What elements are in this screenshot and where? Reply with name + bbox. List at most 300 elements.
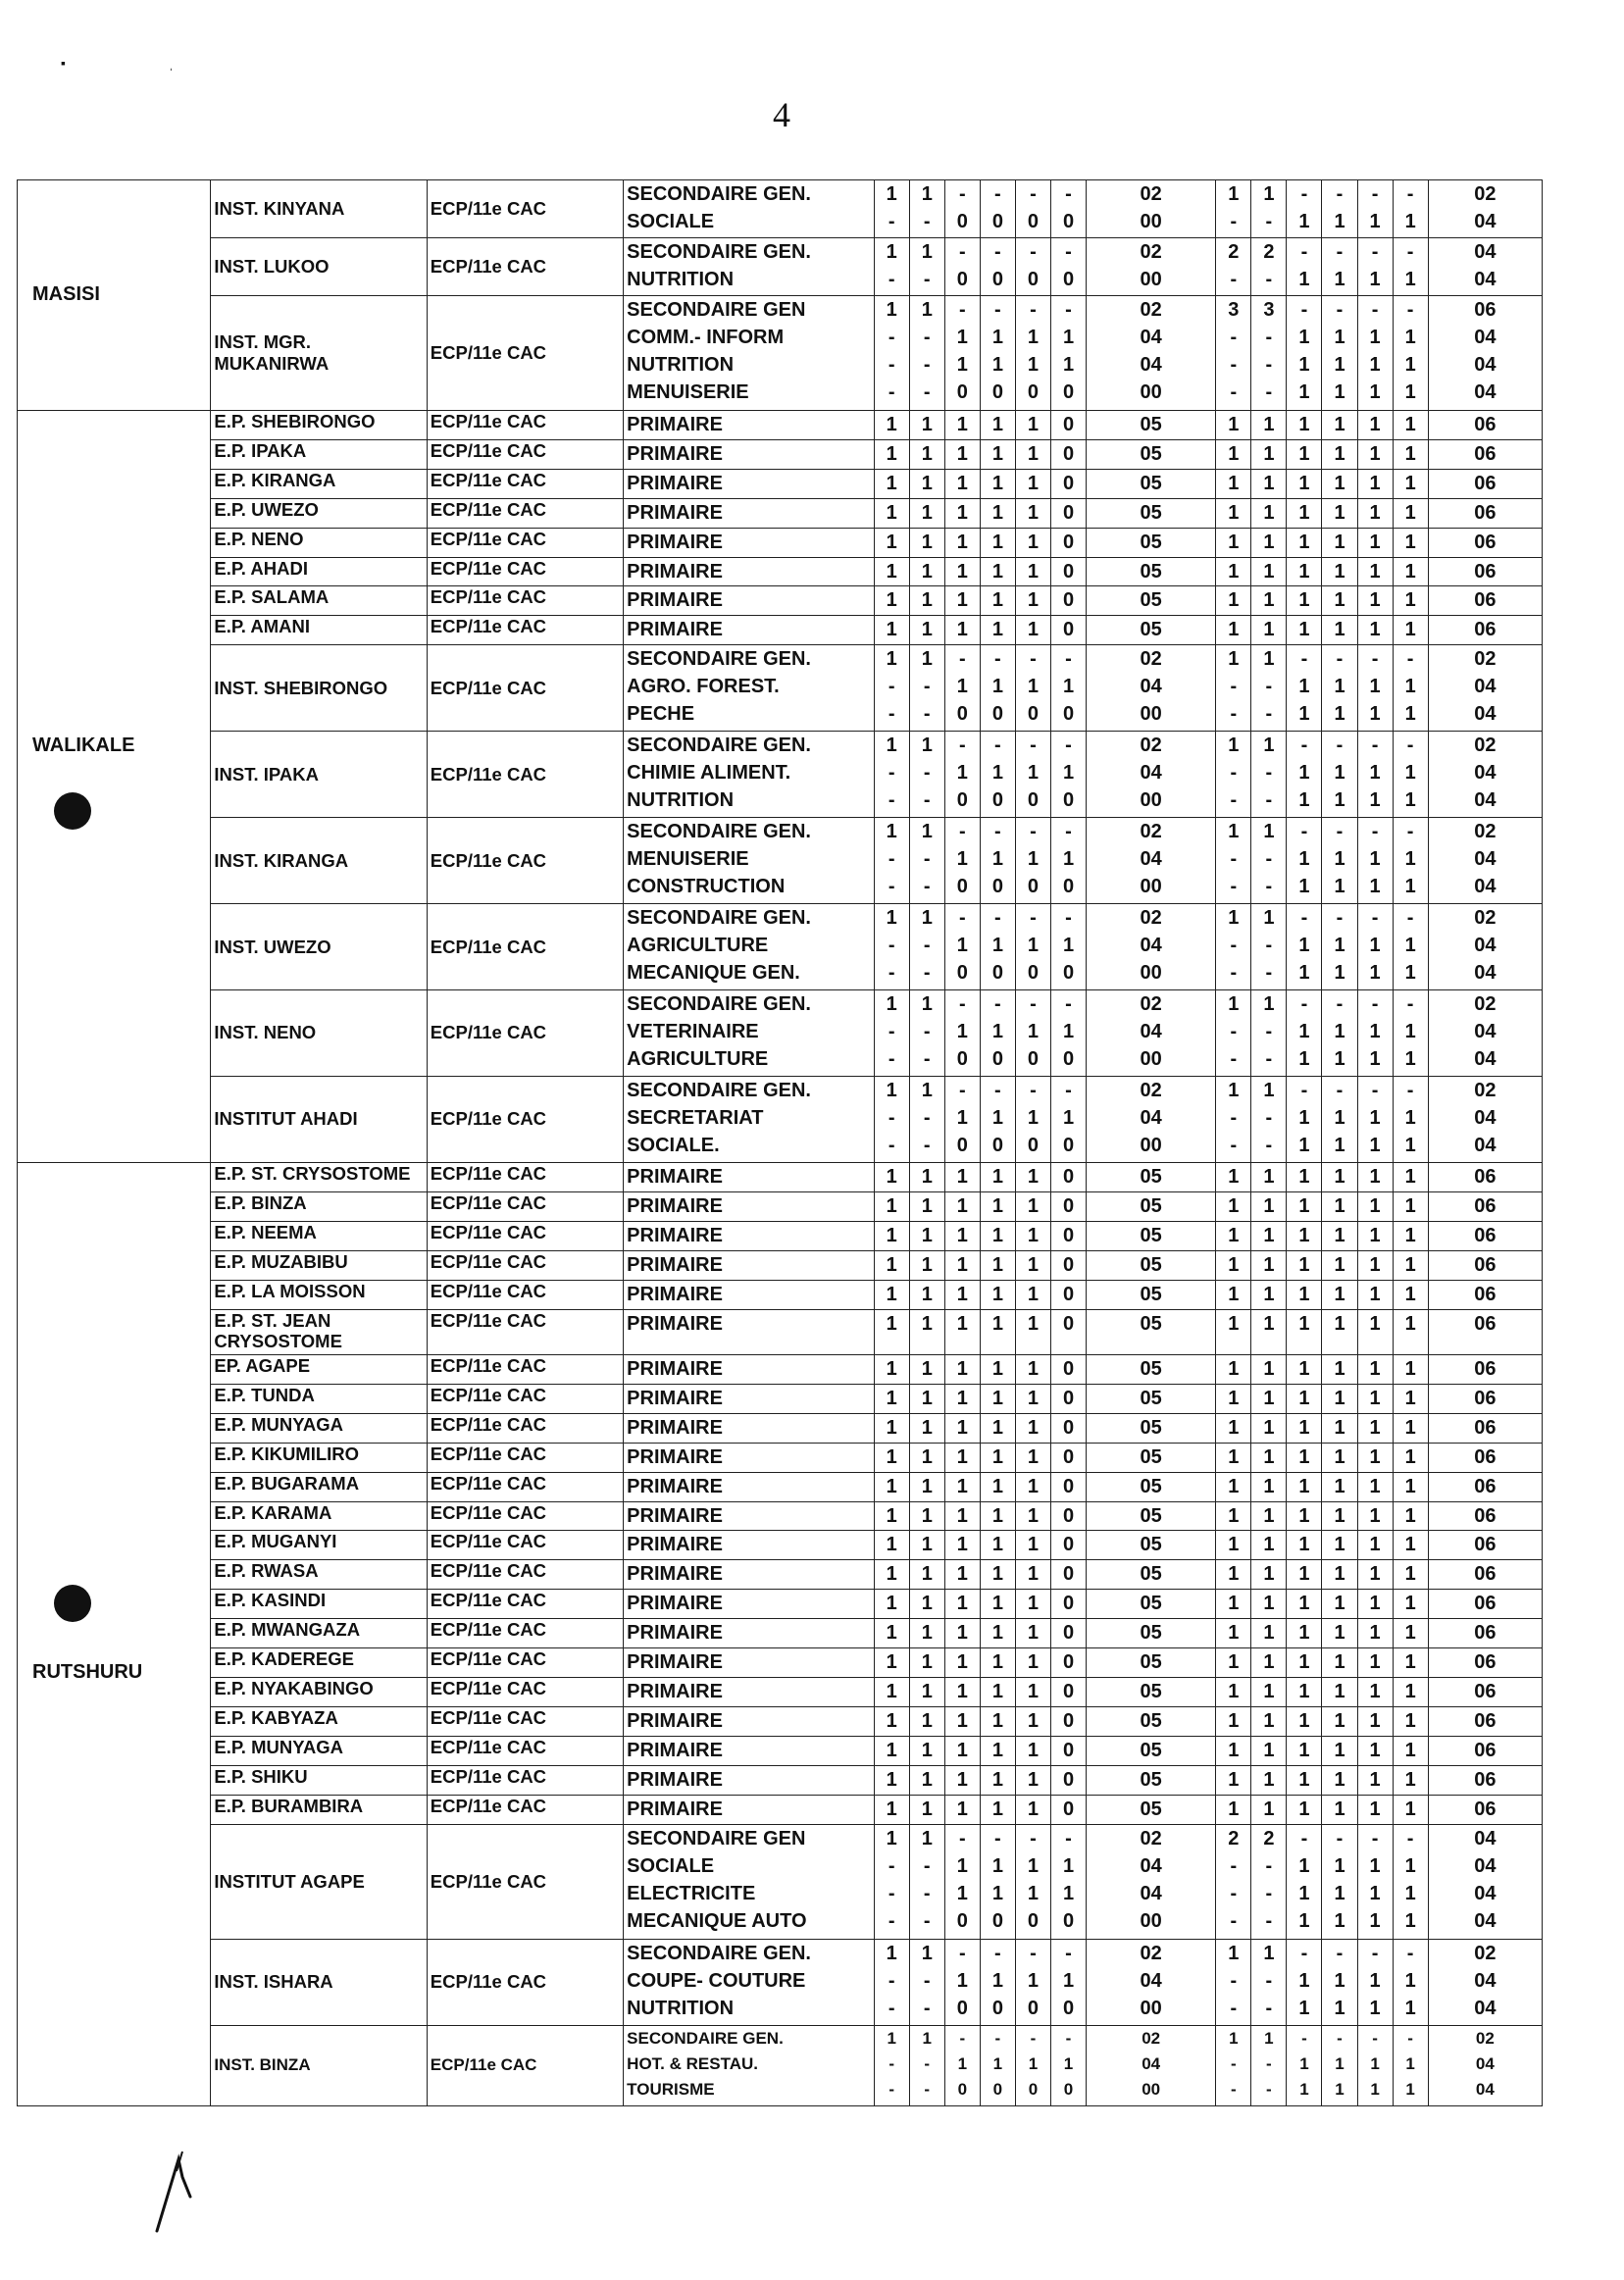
count-b-cell-line: 1 bbox=[1404, 1563, 1416, 1586]
count-b-cell bbox=[1287, 528, 1322, 557]
count-b-cell bbox=[1393, 1280, 1428, 1309]
count-b-cell bbox=[1251, 237, 1287, 295]
count-a-cell-line: 0 bbox=[956, 1997, 968, 2019]
count-b-cell-line: - bbox=[1265, 848, 1273, 871]
count-a-cell-stack bbox=[984, 1414, 1012, 1442]
total-a-cell-line: 02 bbox=[1140, 298, 1162, 321]
count-a-cell bbox=[944, 2025, 980, 2105]
count-a-cell-stack bbox=[948, 1222, 977, 1249]
count-a-cell-stack bbox=[913, 990, 941, 1073]
level-cell-stack bbox=[627, 440, 870, 468]
count-b-cell-stack bbox=[1219, 990, 1247, 1073]
count-a-cell-line: 1 bbox=[921, 1475, 933, 1497]
level-cell-line: PRIMAIRE bbox=[627, 1769, 723, 1792]
count-a-cell-line: 1 bbox=[886, 1312, 897, 1335]
count-b-cell-stack bbox=[1396, 1444, 1425, 1471]
count-b-cell-stack bbox=[1219, 1310, 1247, 1338]
count-a-cell-line: 0 bbox=[1062, 1224, 1075, 1246]
count-a-cell-stack bbox=[913, 1473, 941, 1500]
count-b-cell-line: 1 bbox=[1298, 935, 1310, 957]
school-name: E.P. SALAMA bbox=[211, 586, 427, 616]
count-b-cell-stack bbox=[1290, 529, 1318, 556]
count-b-cell bbox=[1216, 586, 1251, 616]
count-a-cell-line: 1 bbox=[991, 1710, 1003, 1733]
count-a-cell-line: 1 bbox=[886, 1622, 897, 1645]
count-b-cell bbox=[1216, 1766, 1251, 1796]
count-a-cell-line: 0 bbox=[1062, 789, 1075, 812]
count-a-cell-line: 0 bbox=[1062, 501, 1075, 524]
count-a-cell bbox=[909, 469, 944, 498]
count-b-cell-stack bbox=[1254, 2026, 1283, 2103]
count-a-cell-stack bbox=[984, 1707, 1012, 1735]
count-b-cell-stack bbox=[1361, 1531, 1390, 1558]
count-a-cell-line: 1 bbox=[991, 1740, 1003, 1762]
count-b-cell bbox=[1287, 1796, 1322, 1825]
count-b-cell bbox=[1251, 1472, 1287, 1501]
total-a-cell-stack bbox=[1090, 1163, 1212, 1191]
level-cell-stack bbox=[627, 1414, 870, 1442]
count-b-cell-line: 1 bbox=[1263, 1357, 1275, 1380]
total-a-cell-line: 02 bbox=[1142, 2028, 1161, 2048]
count-b-cell-stack bbox=[1290, 1648, 1318, 1676]
total-a-cell bbox=[1087, 1309, 1216, 1354]
count-b-cell-stack bbox=[1290, 499, 1318, 527]
count-a-cell bbox=[944, 1354, 980, 1384]
count-a-cell-line: 0 bbox=[991, 1997, 1003, 2019]
school-name: E.P. KABYAZA bbox=[211, 1707, 427, 1737]
count-a-cell-line: - bbox=[1065, 907, 1072, 930]
count-a-cell-stack bbox=[913, 1560, 941, 1588]
count-b-cell-stack bbox=[1396, 1251, 1425, 1279]
bullet-mark-icon bbox=[54, 792, 91, 830]
total-a-cell-stack bbox=[1090, 411, 1212, 438]
count-b-cell-line: 1 bbox=[1334, 762, 1345, 785]
count-a-cell-stack bbox=[913, 1707, 941, 1735]
count-b-cell-line: 1 bbox=[1228, 560, 1240, 583]
count-a-cell-line: 1 bbox=[991, 560, 1003, 583]
count-a-cell-stack bbox=[913, 470, 941, 497]
count-b-cell-line: 1 bbox=[1404, 353, 1416, 376]
count-a-cell bbox=[980, 469, 1015, 498]
count-a-cell bbox=[909, 528, 944, 557]
count-b-cell-line: 1 bbox=[1404, 1651, 1416, 1674]
count-a-cell bbox=[1015, 1280, 1050, 1309]
total-b-cell-line: 06 bbox=[1474, 413, 1497, 435]
count-a-cell-line: - bbox=[888, 1910, 895, 1933]
table-row bbox=[18, 732, 1543, 818]
count-a-cell-stack bbox=[878, 1796, 906, 1823]
count-b-cell-line: - bbox=[1336, 1079, 1344, 1101]
count-a-cell-stack bbox=[948, 296, 977, 406]
total-a-cell-line: 05 bbox=[1140, 1799, 1162, 1821]
count-b-cell bbox=[1216, 1825, 1251, 1940]
count-b-cell bbox=[1357, 586, 1393, 616]
count-b-cell-stack bbox=[1396, 1355, 1425, 1383]
count-b-cell-line: 1 bbox=[1369, 962, 1381, 985]
level-cell-stack bbox=[627, 1251, 870, 1279]
count-a-cell bbox=[909, 439, 944, 469]
count-b-cell bbox=[1251, 616, 1287, 645]
total-b-cell bbox=[1428, 1678, 1542, 1707]
count-a-cell-line: 1 bbox=[886, 735, 897, 757]
count-a-cell-line: 1 bbox=[956, 1194, 968, 1217]
count-b-cell-line: 1 bbox=[1263, 907, 1275, 930]
count-b-cell bbox=[1216, 180, 1251, 238]
count-b-cell-stack bbox=[1361, 180, 1390, 235]
total-a-cell-line: 00 bbox=[1140, 789, 1162, 812]
count-a-cell bbox=[874, 1076, 909, 1162]
level-cell bbox=[624, 1413, 874, 1443]
count-b-cell bbox=[1393, 1707, 1428, 1737]
count-a-cell-line: 1 bbox=[1027, 848, 1039, 871]
level-cell-stack bbox=[627, 1737, 870, 1764]
count-a-cell bbox=[1015, 557, 1050, 586]
level-cell-line: SECONDAIRE GEN. bbox=[627, 735, 811, 757]
count-a-cell-line: 1 bbox=[956, 442, 968, 465]
count-a-cell bbox=[1050, 1309, 1086, 1354]
school-name: E.P. SHIKU bbox=[211, 1766, 427, 1796]
count-b-cell-stack bbox=[1290, 2026, 1318, 2103]
count-a-cell bbox=[909, 557, 944, 586]
total-a-cell-line: 02 bbox=[1140, 992, 1162, 1015]
count-b-cell-line: 1 bbox=[1263, 992, 1275, 1015]
count-a-cell bbox=[1050, 1707, 1086, 1737]
count-a-cell-stack bbox=[878, 1385, 906, 1412]
program-code: ECP/11e CAC bbox=[427, 1648, 623, 1678]
count-b-cell-stack bbox=[1361, 732, 1390, 814]
total-a-cell-stack bbox=[1090, 1590, 1212, 1617]
count-b-cell-line: 1 bbox=[1404, 1445, 1416, 1468]
count-a-cell-line: - bbox=[994, 1942, 1001, 1964]
count-b-cell-line: 1 bbox=[1369, 1416, 1381, 1439]
count-b-cell-line: - bbox=[1371, 1079, 1379, 1101]
count-a-cell bbox=[909, 498, 944, 528]
count-a-cell-stack bbox=[1054, 616, 1083, 643]
count-b-cell bbox=[1393, 1413, 1428, 1443]
count-b-cell-stack bbox=[1325, 1163, 1353, 1191]
total-a-cell-line: 05 bbox=[1140, 1475, 1162, 1497]
count-a-cell-line: 1 bbox=[991, 442, 1003, 465]
total-b-cell bbox=[1428, 2025, 1542, 2105]
count-b-cell-line: - bbox=[1301, 2028, 1307, 2048]
total-b-cell-line: 02 bbox=[1475, 2028, 1495, 2048]
count-b-cell-stack bbox=[1361, 1473, 1390, 1500]
program-code: ECP/11e CAC bbox=[427, 2025, 623, 2105]
count-a-cell-stack bbox=[913, 818, 941, 900]
total-a-cell-stack bbox=[1090, 1310, 1212, 1338]
count-b-cell-line: - bbox=[1336, 648, 1344, 671]
count-b-cell-stack bbox=[1396, 586, 1425, 614]
count-a-cell-line: 1 bbox=[886, 501, 897, 524]
count-b-cell-line: 1 bbox=[1298, 1799, 1310, 1821]
total-b-cell-line: 06 bbox=[1474, 1165, 1497, 1188]
total-b-cell-line: 06 bbox=[1474, 1593, 1497, 1615]
count-b-cell-line: 1 bbox=[1263, 501, 1275, 524]
count-a-cell bbox=[909, 1250, 944, 1280]
count-a-cell-line: - bbox=[923, 1134, 931, 1156]
count-a-cell-line: 1 bbox=[886, 821, 897, 843]
count-b-cell-line: 1 bbox=[1263, 1534, 1275, 1556]
count-a-cell bbox=[1050, 1796, 1086, 1825]
count-a-cell bbox=[909, 1309, 944, 1354]
total-b-cell-line: 04 bbox=[1474, 848, 1497, 871]
count-b-cell-line: 1 bbox=[1228, 1534, 1240, 1556]
total-a-cell-line: 05 bbox=[1140, 560, 1162, 583]
count-b-cell bbox=[1251, 1825, 1287, 1940]
count-a-cell-line: 1 bbox=[956, 1855, 968, 1878]
level-cell bbox=[624, 237, 874, 295]
level-cell-line: PRIMAIRE bbox=[627, 1475, 723, 1497]
count-a-cell bbox=[1050, 498, 1086, 528]
count-a-cell-stack bbox=[948, 586, 977, 614]
count-a-cell-line: 1 bbox=[921, 589, 933, 612]
count-b-cell-stack bbox=[1361, 1502, 1390, 1530]
count-b-cell-line: 1 bbox=[1334, 1799, 1345, 1821]
count-b-cell-stack bbox=[1219, 1355, 1247, 1383]
count-a-cell bbox=[1050, 1191, 1086, 1221]
count-a-cell bbox=[1050, 645, 1086, 732]
count-b-cell bbox=[1393, 2025, 1428, 2105]
count-b-cell bbox=[1287, 1678, 1322, 1707]
count-a-cell-line: - bbox=[923, 789, 931, 812]
count-b-cell-stack bbox=[1219, 1414, 1247, 1442]
count-a-cell-stack bbox=[913, 238, 941, 293]
count-a-cell bbox=[980, 818, 1015, 904]
count-b-cell-stack bbox=[1396, 1678, 1425, 1705]
count-a-cell-line: - bbox=[1030, 1079, 1037, 1101]
level-cell-line: PRIMAIRE bbox=[627, 1224, 723, 1246]
count-a-cell-stack bbox=[913, 1678, 941, 1705]
total-a-cell-stack bbox=[1090, 1077, 1212, 1159]
count-a-cell-stack bbox=[1054, 1766, 1083, 1794]
count-a-cell bbox=[944, 295, 980, 410]
total-a-cell bbox=[1087, 1413, 1216, 1443]
count-b-cell bbox=[1251, 557, 1287, 586]
total-a-cell-line: 02 bbox=[1140, 183, 1162, 205]
count-b-cell-line: 1 bbox=[1228, 501, 1240, 524]
count-b-cell-line: 1 bbox=[1228, 1593, 1240, 1615]
count-b-cell-stack bbox=[1325, 990, 1353, 1073]
count-a-cell-line: 1 bbox=[1027, 589, 1039, 612]
level-cell-line: PRIMAIRE bbox=[627, 1165, 723, 1188]
level-cell bbox=[624, 1309, 874, 1354]
level-cell-line: SECONDAIRE GEN. bbox=[627, 1942, 811, 1964]
count-b-cell bbox=[1251, 586, 1287, 616]
count-b-cell-stack bbox=[1290, 1940, 1318, 2022]
count-a-cell-line: 1 bbox=[991, 1769, 1003, 1792]
count-a-cell-stack bbox=[913, 1222, 941, 1249]
count-a-cell-line: 1 bbox=[1027, 1883, 1039, 1905]
count-b-cell-line: 1 bbox=[1263, 821, 1275, 843]
count-a-cell-line: 1 bbox=[1027, 1651, 1039, 1674]
count-b-cell-line: 1 bbox=[1298, 268, 1310, 290]
level-cell-line: NUTRITION bbox=[627, 1997, 735, 2019]
level-cell-line: ELECTRICITE bbox=[627, 1883, 756, 1905]
total-a-cell bbox=[1087, 180, 1216, 238]
count-a-cell bbox=[874, 1443, 909, 1472]
count-a-cell-stack bbox=[1054, 732, 1083, 814]
count-a-cell-line: - bbox=[888, 676, 895, 698]
count-a-cell-line: 1 bbox=[956, 501, 968, 524]
total-a-cell-line: 05 bbox=[1140, 589, 1162, 612]
count-a-cell-line: 0 bbox=[1027, 789, 1039, 812]
count-b-cell-line: 1 bbox=[1404, 1165, 1416, 1188]
count-b-cell-stack bbox=[1361, 990, 1390, 1073]
count-a-cell-line: 1 bbox=[1027, 1504, 1039, 1527]
count-a-cell-line: 0 bbox=[1062, 619, 1075, 641]
total-b-cell-stack bbox=[1432, 1531, 1539, 1558]
count-a-cell-stack bbox=[1019, 1560, 1047, 1588]
count-b-cell-stack bbox=[1361, 1281, 1390, 1308]
total-a-cell-line: 05 bbox=[1140, 1622, 1162, 1645]
count-a-cell-stack bbox=[878, 1825, 906, 1935]
level-cell-stack bbox=[627, 499, 870, 527]
count-a-cell bbox=[909, 1384, 944, 1413]
count-b-cell-line: 1 bbox=[1369, 1475, 1381, 1497]
count-a-cell-line: - bbox=[888, 380, 895, 403]
table-row bbox=[18, 616, 1543, 645]
count-b-cell-line: - bbox=[1406, 183, 1414, 205]
total-b-cell bbox=[1428, 528, 1542, 557]
total-a-cell-stack bbox=[1090, 440, 1212, 468]
count-a-cell-line: 1 bbox=[991, 848, 1003, 871]
count-b-cell-stack bbox=[1325, 411, 1353, 438]
level-cell-line: MECANIQUE AUTO bbox=[627, 1910, 807, 1933]
count-a-cell-stack bbox=[984, 238, 1012, 293]
count-a-cell-line: - bbox=[923, 1106, 931, 1129]
count-a-cell bbox=[1015, 1221, 1050, 1250]
total-b-cell-line: 06 bbox=[1474, 619, 1497, 641]
total-a-cell bbox=[1087, 1619, 1216, 1648]
count-b-cell-stack bbox=[1325, 1796, 1353, 1823]
count-b-cell-line: 1 bbox=[1404, 1740, 1416, 1762]
count-b-cell-stack bbox=[1219, 411, 1247, 438]
count-b-cell-line: 1 bbox=[1334, 1622, 1345, 1645]
count-b-cell-line: 1 bbox=[1263, 1387, 1275, 1409]
total-b-cell-line: 06 bbox=[1474, 1710, 1497, 1733]
count-b-cell bbox=[1287, 2025, 1322, 2105]
count-a-cell-line: 1 bbox=[1062, 848, 1075, 871]
count-a-cell-line: 1 bbox=[886, 992, 897, 1015]
count-a-cell-line: 0 bbox=[1027, 1134, 1039, 1156]
count-a-cell-stack bbox=[984, 818, 1012, 900]
count-b-cell-line: 1 bbox=[1334, 589, 1345, 612]
count-b-cell-line: 1 bbox=[1298, 326, 1310, 348]
count-b-cell-stack bbox=[1396, 1077, 1425, 1159]
count-a-cell bbox=[1050, 1560, 1086, 1590]
total-b-cell bbox=[1428, 616, 1542, 645]
count-a-cell-line: 0 bbox=[991, 1134, 1003, 1156]
count-a-cell-line: 1 bbox=[1062, 676, 1075, 698]
count-b-cell-line: 1 bbox=[1228, 1740, 1240, 1762]
count-b-cell-stack bbox=[1361, 904, 1390, 987]
count-b-cell-line: - bbox=[1300, 1079, 1308, 1101]
count-a-cell bbox=[980, 1707, 1015, 1737]
count-b-cell-line: - bbox=[1265, 1969, 1273, 1992]
program-code: ECP/11e CAC bbox=[427, 1825, 623, 1940]
count-a-cell-stack bbox=[984, 558, 1012, 585]
count-b-cell-stack bbox=[1219, 1385, 1247, 1412]
total-a-cell-stack bbox=[1090, 1355, 1212, 1383]
count-a-cell-line: - bbox=[923, 353, 931, 376]
count-a-cell bbox=[909, 818, 944, 904]
total-b-cell-stack bbox=[1432, 1502, 1539, 1530]
count-b-cell-line: - bbox=[1230, 1883, 1238, 1905]
count-a-cell-stack bbox=[878, 818, 906, 900]
count-a-cell-line: 0 bbox=[1062, 1651, 1075, 1674]
count-b-cell bbox=[1216, 1707, 1251, 1737]
count-b-cell-line: 1 bbox=[1263, 1799, 1275, 1821]
count-b-cell bbox=[1393, 586, 1428, 616]
level-cell-line: SECRETARIAT bbox=[627, 1106, 764, 1129]
count-b-cell bbox=[1216, 645, 1251, 732]
count-b-cell-line: 1 bbox=[1228, 1563, 1240, 1586]
count-a-cell bbox=[909, 1796, 944, 1825]
count-a-cell-line: 0 bbox=[1062, 1710, 1075, 1733]
count-a-cell-line: 1 bbox=[921, 1681, 933, 1703]
total-b-cell bbox=[1428, 1221, 1542, 1250]
count-b-cell bbox=[1357, 904, 1393, 990]
count-b-cell-line: 1 bbox=[1228, 1079, 1240, 1101]
count-b-cell-line: 1 bbox=[1369, 703, 1381, 726]
count-a-cell-line: 1 bbox=[956, 560, 968, 583]
count-b-cell-line: 1 bbox=[1404, 1622, 1416, 1645]
count-a-cell-line: 1 bbox=[886, 560, 897, 583]
program-code: ECP/11e CAC bbox=[427, 1939, 623, 2025]
count-b-cell-stack bbox=[1219, 586, 1247, 614]
count-a-cell-line: - bbox=[958, 992, 966, 1015]
count-a-cell bbox=[944, 439, 980, 469]
level-cell bbox=[624, 2025, 874, 2105]
count-a-cell bbox=[1015, 180, 1050, 238]
count-a-cell-line: 1 bbox=[921, 648, 933, 671]
count-a-cell bbox=[980, 1737, 1015, 1766]
total-b-cell-line: 04 bbox=[1474, 876, 1497, 898]
level-cell-line: CONSTRUCTION bbox=[627, 876, 786, 898]
count-a-cell-line: 1 bbox=[956, 1740, 968, 1762]
count-a-cell bbox=[1050, 1590, 1086, 1619]
total-a-cell-line: 00 bbox=[1142, 2079, 1161, 2099]
count-a-cell-line: 1 bbox=[886, 1651, 897, 1674]
count-b-cell-line: 1 bbox=[1369, 1769, 1381, 1792]
count-a-cell-stack bbox=[948, 1590, 977, 1617]
total-a-cell-line: 05 bbox=[1140, 1710, 1162, 1733]
count-a-cell-line: 0 bbox=[1027, 962, 1039, 985]
count-b-cell-stack bbox=[1361, 1385, 1390, 1412]
count-b-cell-stack bbox=[1325, 586, 1353, 614]
count-a-cell-line: 1 bbox=[956, 1224, 968, 1246]
count-b-cell-line: 1 bbox=[1404, 589, 1416, 612]
count-b-cell bbox=[1357, 1443, 1393, 1472]
school-name: E.P. RWASA bbox=[211, 1560, 427, 1590]
count-b-cell-stack bbox=[1254, 499, 1283, 527]
count-a-cell bbox=[874, 1825, 909, 1940]
count-a-cell-line: 1 bbox=[921, 1357, 933, 1380]
count-b-cell bbox=[1216, 1678, 1251, 1707]
count-b-cell-stack bbox=[1325, 818, 1353, 900]
count-a-cell-line: 0 bbox=[1062, 1416, 1075, 1439]
count-a-cell-line: - bbox=[1030, 821, 1037, 843]
total-b-cell-line: 06 bbox=[1474, 1769, 1497, 1792]
count-a-cell bbox=[1015, 410, 1050, 439]
count-a-cell bbox=[909, 1221, 944, 1250]
count-b-cell-stack bbox=[1290, 1619, 1318, 1647]
count-b-cell bbox=[1393, 410, 1428, 439]
count-a-cell bbox=[874, 1648, 909, 1678]
count-b-cell-stack bbox=[1254, 1281, 1283, 1308]
count-a-cell-stack bbox=[948, 1077, 977, 1159]
count-b-cell-line: 1 bbox=[1298, 1165, 1310, 1188]
